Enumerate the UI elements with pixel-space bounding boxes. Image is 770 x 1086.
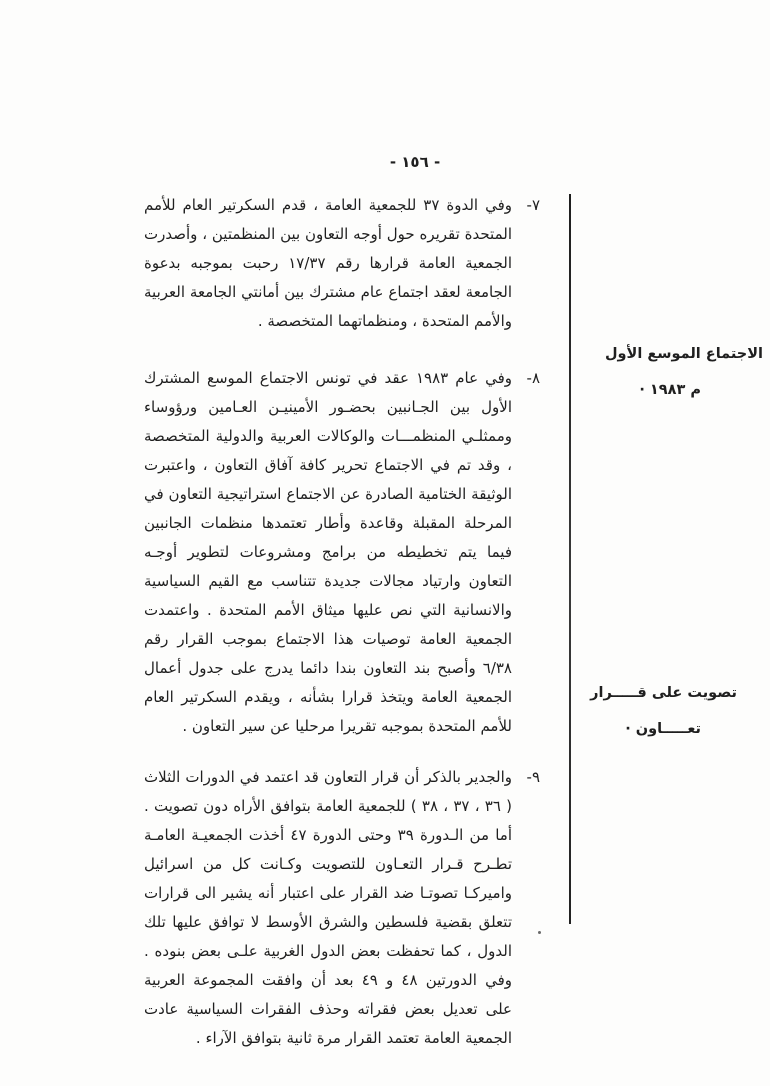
paragraph-text: وفي الدوة ٣٧ للجمعية العامة ، قدم السكرتير العام للأمم المتحدة تقريره حول أوجه التعاون بين المنظمتين ، وأصدرت الجمعية العامة قرارها رقم ١٧/٣٧ رحبت بموجبه بدعوة الجامعة لعقد اجتماع عام مشترك بين أمانتي الجامعة العربية والأمم المتحدة ، ومنظماتهما المتخصصة .: [144, 196, 512, 330]
margin-note-line: الاجتماع الموسع الأول: [604, 346, 763, 362]
body-text-column: [144, 191, 540, 1053]
page-number-header: - ١٥٦ -: [389, 153, 441, 171]
paragraph-text: وفي عام ١٩٨٣ عقد في تونس الاجتماع الموسع المشترك الأول بين الجـانبين بحضـور الأمينيـن العـامين ورؤوساء وممثلـي المنظمـــات والوكالات العربية والدولية المتخصصة ، وقد تم في الاجتماع تحرير كافة آفاق التعاون ، واعتبرت الوثيقة الختامية الصادرة عن الاجتماع استراتيجية التعاون في المرحلة المقبلة وقاعدة وأطار تعتمدها منظمات الجانبين فيما يتم تخطيطه من برامج ومشروعات لتطوير أوجـه التعاون وارتياد مجالات جديدة تتناسب مع القيم السياسية والانسانية التي نص عليها ميثاق الأمم المتحدة . واعتمدت الجمعية العامة توصيات هذا الاجتماع بموجب القرار رقم ٦/٣٨ وأصبح بند التعاون بندا دائما يدرج على جدول أعمال الجمعية العامة ويتخذ قرارا بشأنه ، ويقدم السكرتير العام للأمم المتحدة بموجبه تقريرا مرحليا عن سير التعاون .: [144, 369, 512, 735]
margin-rule: [569, 194, 571, 924]
paragraph-number: ٩-: [526, 768, 540, 786]
paragraph-text: والجدير بالذكر أن قرار التعاون قد اعتمد في الدورات الثلاث ( ٣٦ ، ٣٧ ، ٣٨ ) للجمعية العامة بتوافق الأراه دون تصويت . أما من الـدورة ٣٩ وحتى الدورة ٤٧ أخذت الجمعيـة العامـة تطـرح قـرار التعـاون للتصويت وكـانت كل من اسرائيل واميركـا تصوتـا ضد القرار على اعتبار أنه يشير الى قرارات تتعلق بقضية فلسطين والشرق الأوسط لا توافق عليها تلك الدول ، كما تحفظت بعض الدول الغربية علـى بعض بنوده . وفي الدورتين ٤٨ و ٤٩ بعد أن وافقت المجموعة العربية على تعديل بعض فقراته وحذف الفقرات السياسية عادت الجمعية العامة تعتمد القرار مرة ثانية بتوافق الآراء .: [144, 768, 512, 1047]
paragraph-number: ٨-: [526, 369, 540, 387]
margin-note-line: تصويت على قـــــرار: [590, 685, 737, 701]
scan-speck: [538, 931, 541, 934]
margin-note-vote-on-cooperation: [583, 675, 763, 747]
paragraph-9: [144, 763, 540, 1053]
margin-note-line: م ١٩٨٣ ·: [639, 382, 701, 398]
paragraph-number: ٧-: [526, 196, 540, 214]
margin-note-first-expanded-meeting: [583, 336, 763, 408]
paragraph-8: [144, 364, 540, 741]
margin-note-line: تعـــــاون ·: [625, 721, 701, 737]
paragraph-7: [144, 191, 540, 336]
